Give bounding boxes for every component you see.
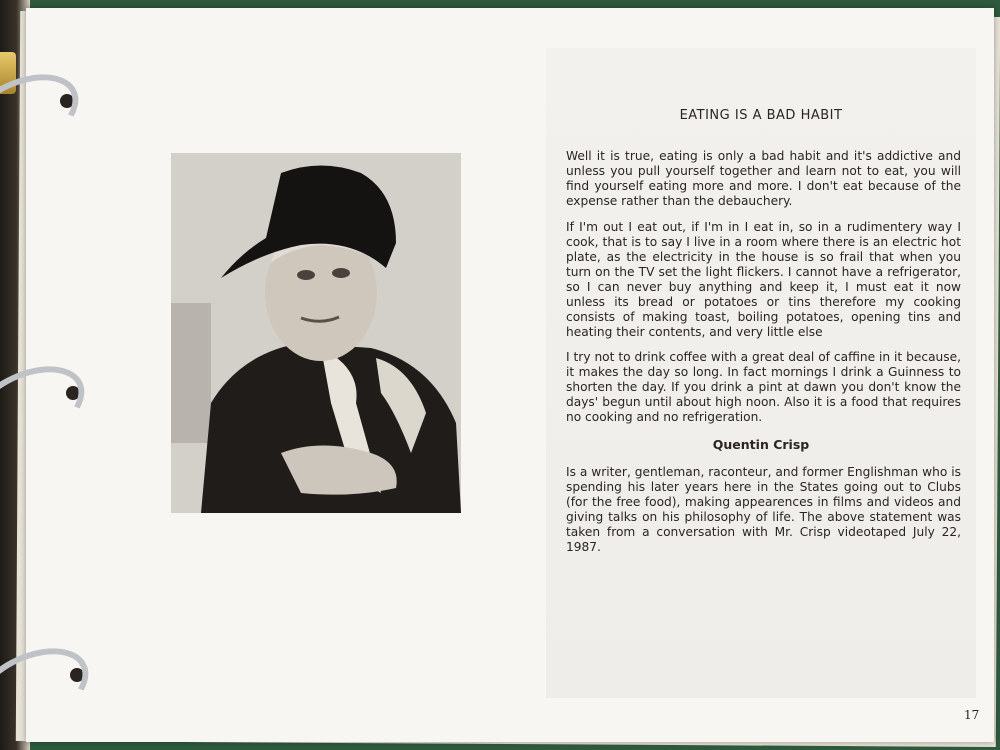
page-title: EATING IS A BAD HABIT [679, 108, 843, 123]
author-bio: Is a writer, gentleman, raconteur, and former Englishman who is spending his later years here in the States going out to Clubs (for the free food), making appearences in films and videos and giving talks on his philosophy of life. The above statement was taken from a conversation with Mr. Crisp videotaped July 22, 1987. [566, 465, 961, 554]
paragraph-3: I try not to drink coffee with a great deal of caffine in it because, it makes the day so long. In fact mornings I drink a Guinness to shorten the day. If you drink a pint at dawn you don't know the days' begun until about high noon. Also it is a food that requires no cooking and no refrigeration. [566, 350, 961, 424]
paragraph-2: If I'm out I eat out, if I'm in I eat in, so in a rudimentery way I cook, that is to say I live in a room where there is an electric hot plate, as the electricity in the house is so frail that when you turn on the TV set the light flickers. I cannot have a refrigerator, so I can never buy anything and keep it, I must eat it now unless its bread or potatoes or tins therefore my cooking consists of making toast, boiling potatoes, opening tins and heating their contents, and very little else [566, 220, 961, 339]
book-page [26, 8, 994, 742]
author-name: Quentin Crisp [712, 437, 810, 452]
page-number: 17 [964, 708, 980, 722]
paragraph-1: Well it is true, eating is only a bad habit and it's addictive and unless you pull yourself together and learn not to eat, you will find yourself eating more and more. I don't eat because of the expense rather than the debauchery. [566, 149, 961, 208]
author-portrait-photo [171, 153, 461, 513]
portrait-illustration [171, 153, 461, 513]
